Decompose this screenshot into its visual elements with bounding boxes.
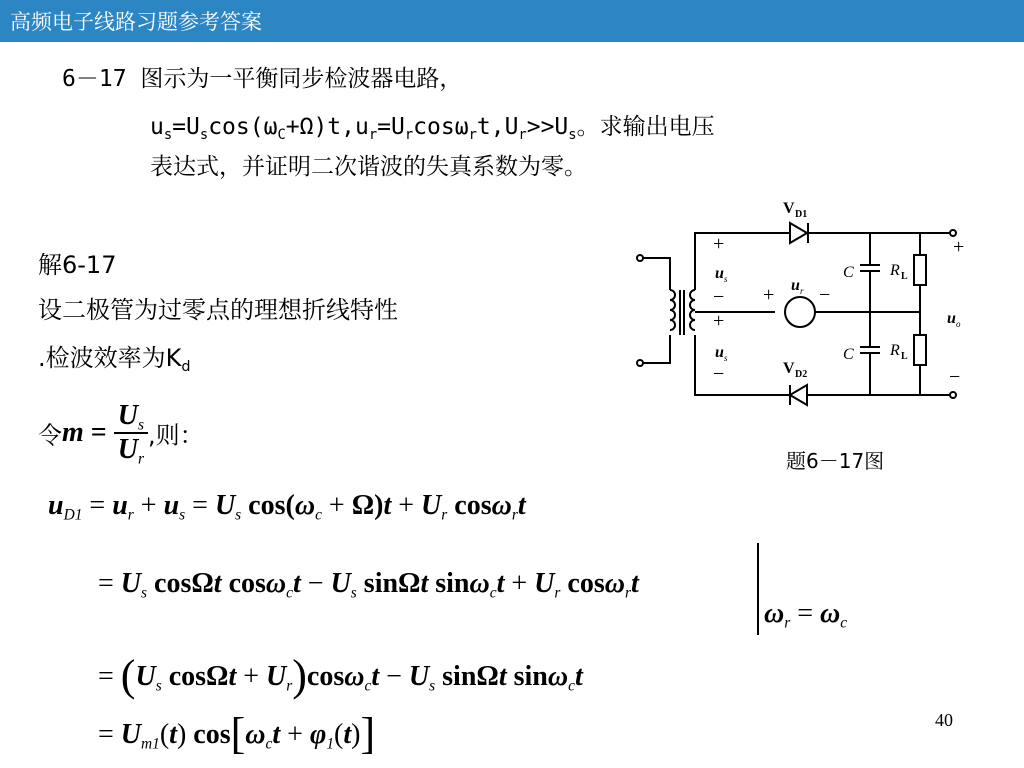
svg-text:L: L <box>901 271 908 282</box>
let-prefix: 令 <box>38 421 62 450</box>
secondary-coil <box>690 290 695 330</box>
resistor-rl-top <box>914 255 926 285</box>
figure-caption: 题6－17图 <box>786 449 885 473</box>
ur-minus: − <box>819 284 831 306</box>
problem-line-2: $u_s=U_s\cos(\omega_C+\Omega)t,u_r=U_r\cos\omega_rt,U_r>>U_s$。求输出电压 <box>150 114 715 143</box>
minus-sign-2: − <box>713 363 725 385</box>
svg-text:o: o <box>956 319 961 329</box>
svg-text:D2: D2 <box>795 369 808 380</box>
svg-text:L: L <box>901 351 908 362</box>
m-fraction: $\frac{U_s}{U_r}$ <box>114 400 148 466</box>
output-plus: + <box>953 236 965 258</box>
label-vd1: V <box>783 200 795 217</box>
problem-line-1 <box>62 60 462 93</box>
solution-line-2: .检波效率为$K_d$ <box>38 344 191 376</box>
page-number: 40 <box>935 710 953 730</box>
resistor-rl-bottom <box>914 335 926 365</box>
diode-vd1 <box>790 223 807 243</box>
primary-coil <box>670 290 675 330</box>
label-c-bottom: C <box>843 346 854 363</box>
equation-3: = ($U_s$ $\cos\Omega t + U_r)\cos\omega_ct - U_s$ sinΩt sinω$_c$t <box>98 651 583 700</box>
svg-text:s: s <box>724 274 728 284</box>
evaluation-condition: $\omega_r = \omega_c$ <box>764 598 848 632</box>
input-terminal-bottom <box>637 360 643 366</box>
label-rl-top: R <box>890 262 900 279</box>
plus-sign-2: + <box>713 310 725 332</box>
equation-4: = $U_{m1}(t) \cos[\omega_ct + \varphi_1(t)]$ <box>98 709 376 758</box>
plus-sign-1: + <box>713 233 725 255</box>
reference-source-ur <box>785 297 815 327</box>
label-us-top: u <box>715 265 724 282</box>
output-terminal-bottom <box>950 392 956 398</box>
let-definition: 令m = $\frac{U_s}{U_r}$ ,则： <box>38 400 204 468</box>
input-terminal-top <box>637 255 643 261</box>
problem-line-3: 表达式，并证明二次谐波的失真系数为零。 <box>150 154 587 180</box>
diode-vd2 <box>790 385 807 405</box>
label-rl-bottom: R <box>890 342 900 359</box>
solution-line-1: 设二极管为过零点的理想折线特性 <box>38 296 398 324</box>
let-suffix: ,则： <box>147 421 204 450</box>
problem-number: 6－17 <box>62 66 127 92</box>
output-minus: − <box>949 366 961 388</box>
balanced-detector-circuit <box>625 195 970 425</box>
minus-sign-1: − <box>713 286 725 308</box>
label-c-top: C <box>843 264 854 281</box>
equation-2: = $U_s$ cosΩt $\cos\omega_ct - U_s$ sinΩt $\sin\omega_ct + U_r$ cosω$_r$t <box>98 568 639 602</box>
header-bar <box>0 0 1024 42</box>
header-title: 高频电子线路习题参考答案 <box>10 10 262 34</box>
problem-intro: 图示为一平衡同步检波器电路， <box>140 66 463 92</box>
evaluation-bar <box>757 543 759 635</box>
solution-heading: 解6-17 <box>38 251 117 279</box>
label-us-bottom: u <box>715 344 724 361</box>
svg-text:r: r <box>800 286 804 296</box>
svg-text:D1: D1 <box>795 209 808 220</box>
label-uo: u <box>947 310 956 327</box>
svg-text:s: s <box>724 353 728 363</box>
ur-plus: + <box>763 284 775 306</box>
equation-1: $u_{D1} = u_r + u_s = U_s$ $\cos(\omega_c + \Omega)t + U_r$ cosω$_r$t <box>48 490 526 524</box>
label-vd2: V <box>783 360 795 377</box>
label-ur: u <box>791 277 800 294</box>
